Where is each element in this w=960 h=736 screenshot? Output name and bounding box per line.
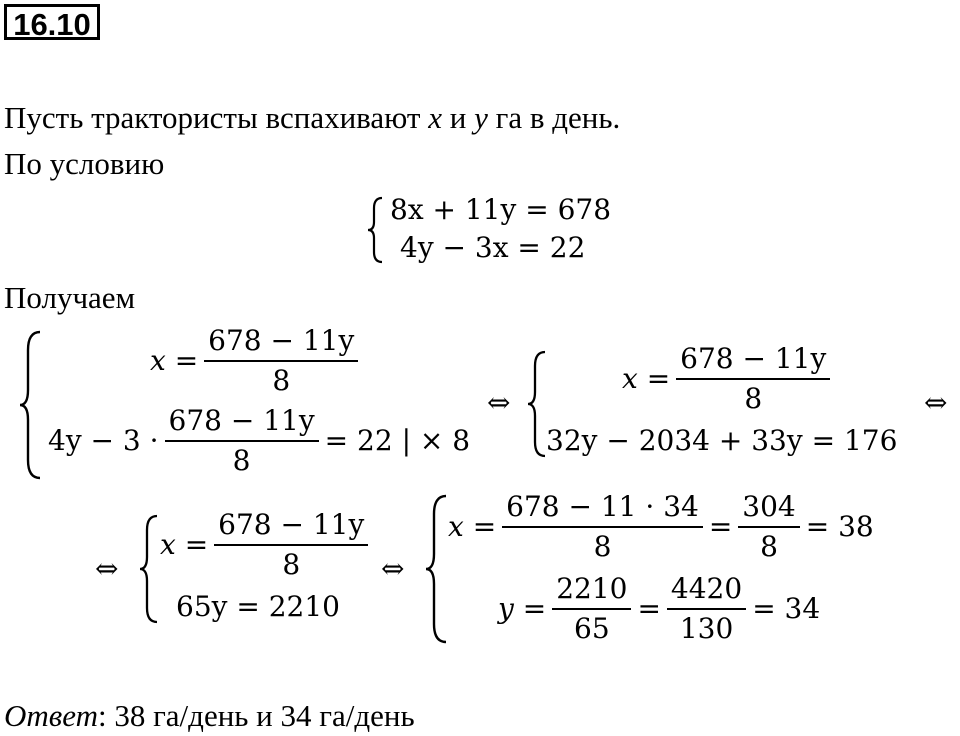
answer-label: Ответ: [4, 698, 98, 733]
system5-x-frac2-num: 304: [738, 490, 799, 528]
system2-brace-icon: [18, 330, 44, 480]
system5-y-equals: =: [637, 592, 661, 625]
system5-x-line: [448, 490, 874, 564]
result-label: Получаем: [4, 280, 136, 315]
system5-y-result: = 34: [752, 592, 821, 625]
system2-fraction1: [204, 324, 358, 398]
system5-brace-icon: [424, 494, 450, 644]
system3-fraction: [676, 342, 830, 416]
system4-lhs1: x =: [160, 528, 209, 561]
system1-eq2: 4y − 3x = 22: [400, 231, 586, 264]
intro-text-after: га в день.: [495, 100, 621, 135]
system2-frac2-den: 8: [232, 444, 251, 477]
system5-x-result: = 38: [805, 510, 874, 543]
equiv-symbol-3: ⇔: [95, 552, 119, 585]
system1-eq1: 8x + 11y = 678: [390, 193, 612, 226]
system5-x-fraction2: [738, 490, 799, 564]
intro-var-x: x: [428, 100, 442, 135]
system3-lhs1: x =: [622, 362, 671, 395]
system3-brace-icon: [526, 350, 548, 458]
system2-lhs2: 4y − 3 ·: [48, 424, 159, 457]
intro-text-before: Пусть трактористы вспахивают: [4, 100, 421, 135]
system2-fraction2: [165, 404, 319, 478]
answer-line: [4, 698, 415, 734]
system2-frac2-num: 678 − 11y: [165, 404, 319, 442]
system5-y-frac1-den: 65: [574, 612, 610, 645]
system3-frac-num: 678 − 11y: [676, 342, 830, 380]
problem-number: 16.10: [4, 4, 100, 40]
system2-frac1-num: 678 − 11y: [204, 324, 358, 362]
system2-lhs1: x =: [150, 344, 199, 377]
system5-y-frac2-num: 4420: [667, 572, 746, 610]
intro-line: [4, 100, 620, 136]
system4-eq2: 65y = 2210: [176, 590, 340, 623]
system5-x-equals: =: [708, 510, 733, 543]
system4-frac-num: 678 − 11y: [214, 508, 368, 546]
system5-x-frac1-den: 8: [593, 530, 612, 563]
system2-frac1-den: 8: [272, 364, 291, 397]
system3-line1: [622, 342, 830, 416]
system5-y-frac1-num: 2210: [552, 572, 631, 610]
intro-var-y: y: [474, 100, 488, 135]
system5-y-fraction2: [667, 572, 746, 646]
system5-x-lhs: x =: [448, 510, 497, 543]
system5-y-lhs: y =: [498, 592, 547, 625]
system2-rhs2: = 22 | × 8: [324, 424, 471, 457]
intro-conj: и: [449, 100, 467, 135]
system2-line1: [150, 324, 358, 398]
answer-text: : 38 га/день и 34 га/день: [97, 698, 415, 733]
condition-label: По условию: [4, 146, 165, 181]
system5-x-frac1-num: 678 − 11 · 34: [502, 490, 703, 528]
equiv-symbol-1: ⇔: [487, 386, 511, 419]
system4-fraction: [214, 508, 368, 582]
system5-x-frac2-den: 8: [760, 530, 778, 563]
system4-line1: [160, 508, 368, 582]
system5-y-line: [498, 572, 820, 646]
system5-y-frac2-den: 130: [679, 612, 734, 645]
system3-eq2: 32y − 2034 + 33y = 176: [546, 424, 898, 457]
system5-x-fraction1: [502, 490, 703, 564]
equiv-symbol-4: ⇔: [381, 552, 405, 585]
system4-brace-icon: [138, 514, 160, 624]
system2-line2: [48, 404, 470, 478]
system3-frac-den: 8: [744, 382, 763, 415]
equiv-symbol-2: ⇔: [924, 386, 948, 419]
system1-brace-icon: [366, 196, 386, 264]
system5-y-fraction1: [552, 572, 631, 646]
system4-frac-den: 8: [282, 548, 301, 581]
